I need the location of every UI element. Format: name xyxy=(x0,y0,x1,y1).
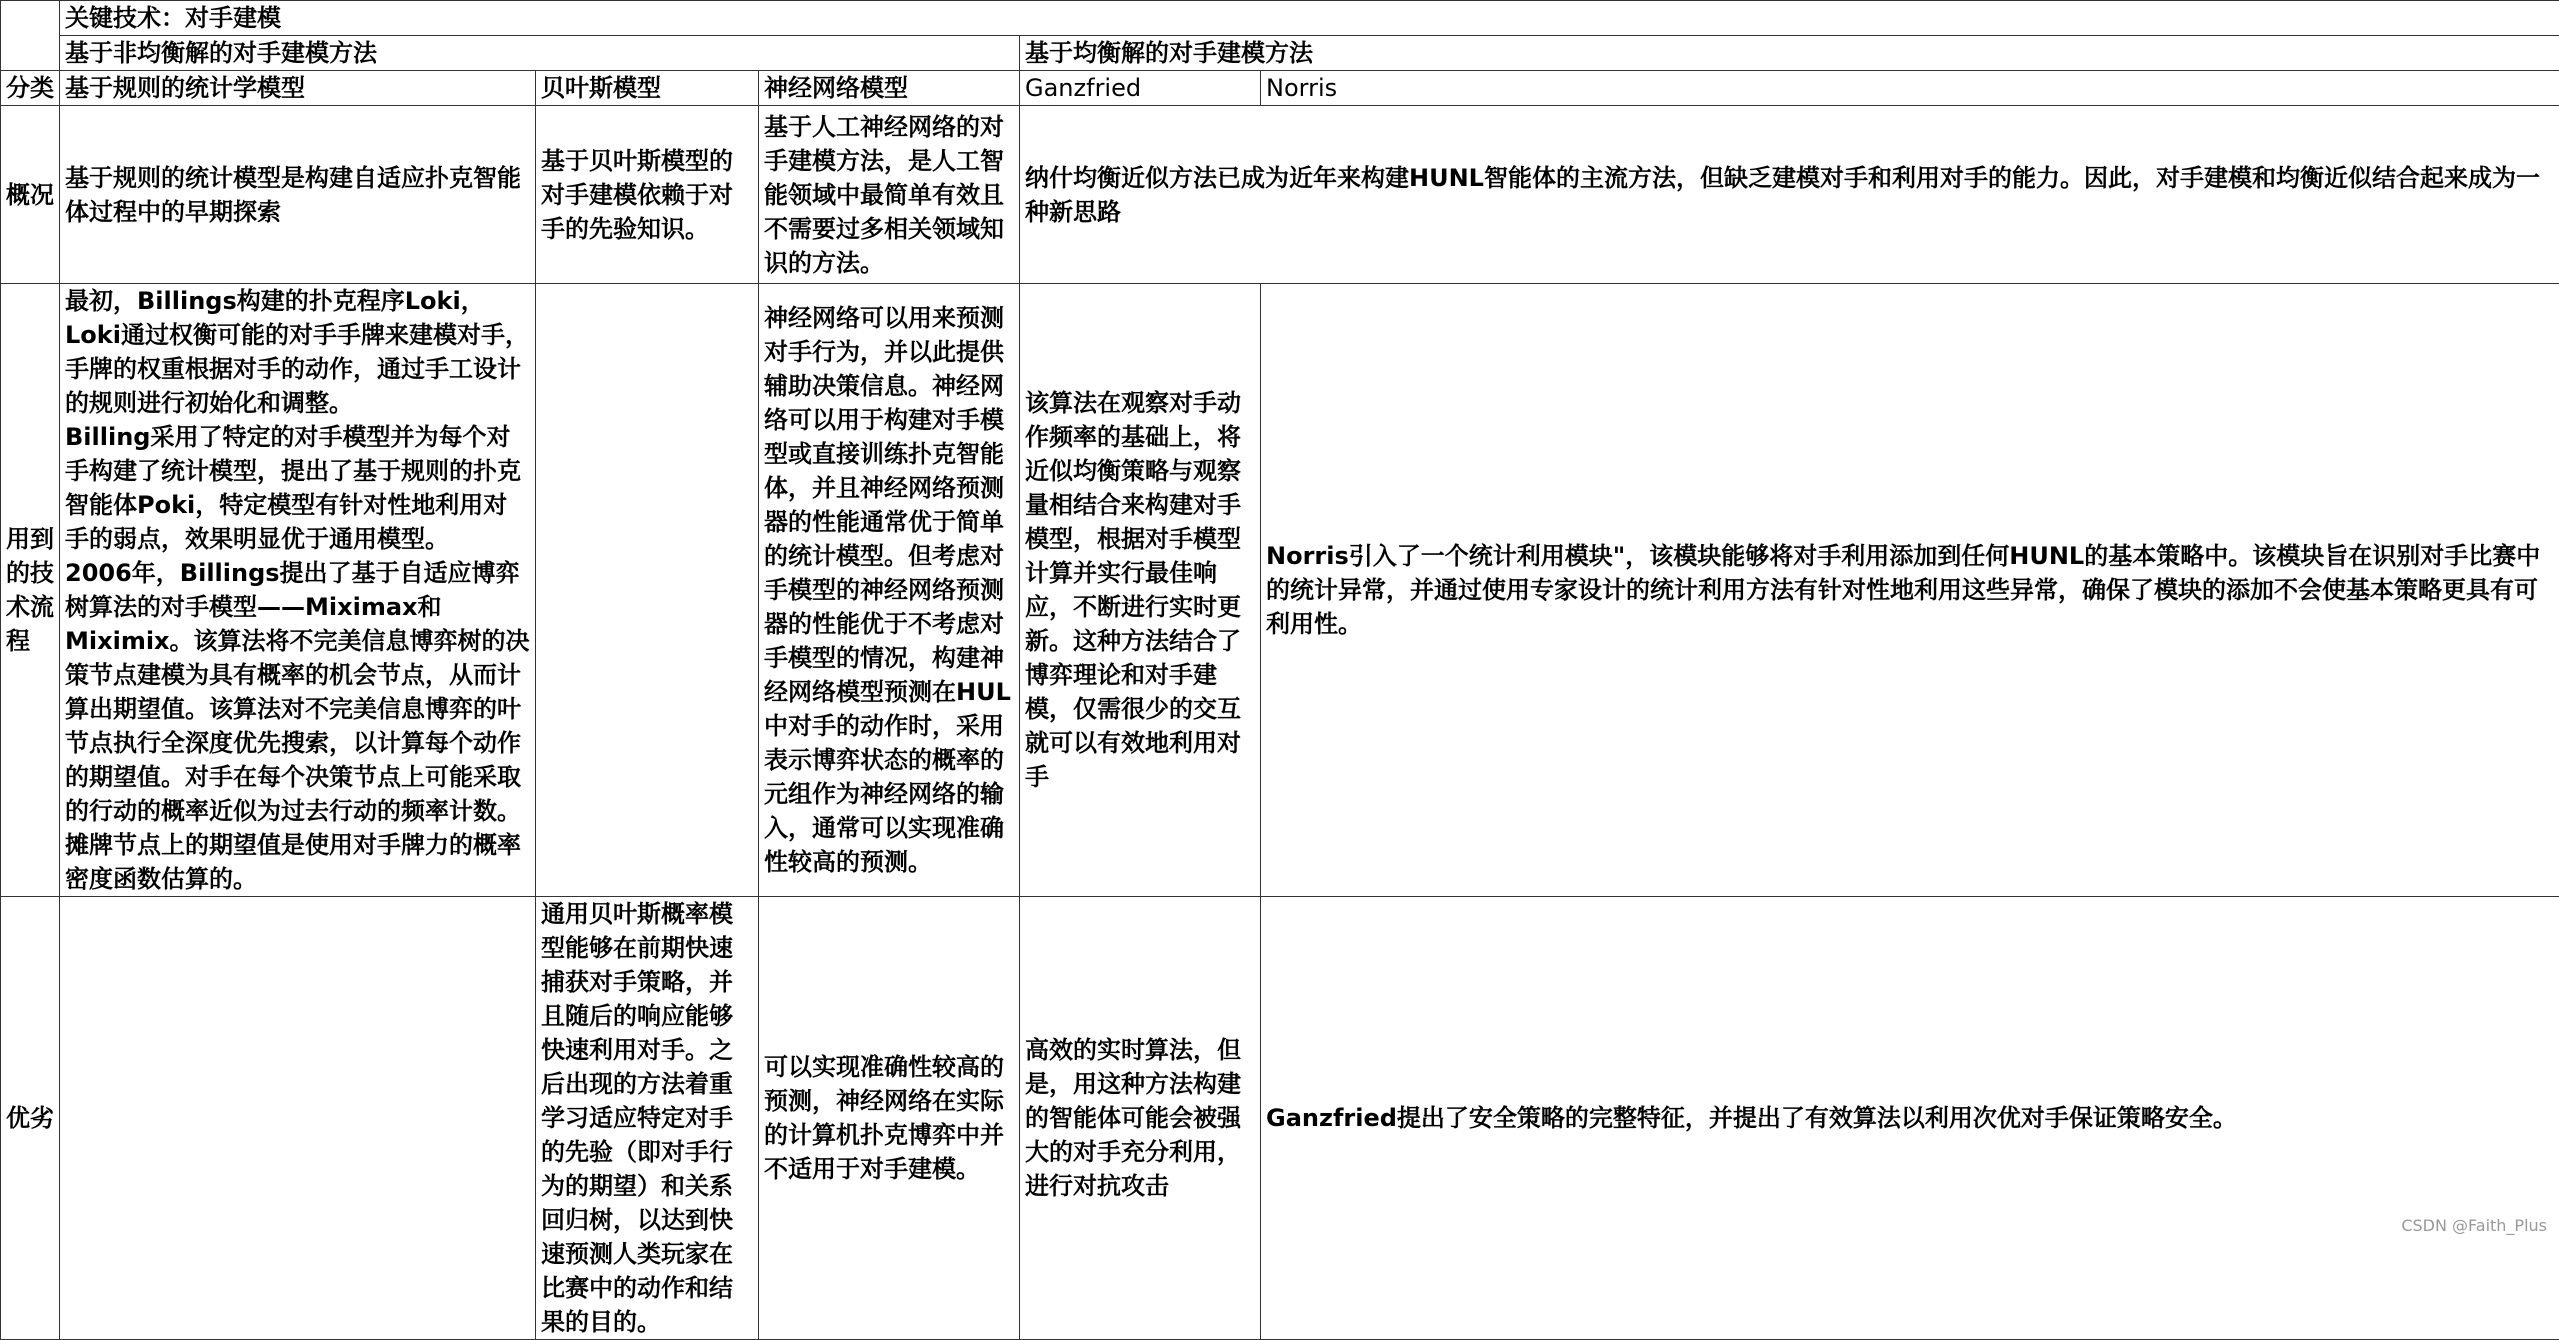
process-norris-cell: Norris引入了一个统计利用模块"，该模块能够将对手利用添加到任何HUNL的基本策略中。该模块旨在识别对手比赛中的统计异常，并通过使用专家设计的统计利用方法有针对性地利用这些异常，确保了模块的添加不会使基本策略更具有可利用性。 xyxy=(1261,284,2559,897)
group-equilibrium: 基于均衡解的对手建模方法 xyxy=(1020,36,2559,71)
title-row xyxy=(1,1,2559,36)
row-label-pros-cons: 优劣 xyxy=(1,897,60,1340)
column-header-category: 分类 xyxy=(1,71,60,106)
pros-cons-norris-cell: Ganzfried提出了安全策略的完整特征，并提出了有效算法以利用次优对手保证策略安全。 xyxy=(1261,897,2559,1340)
group-non-equilibrium: 基于非均衡解的对手建模方法 xyxy=(60,36,1020,71)
pros-cons-bayes-cell: 通用贝叶斯概率模型能够在前期快速捕获对手策略，并且随后的响应能够快速利用对手。之后出现的方法着重学习适应特定对手的先验（即对手行为的期望）和关系回归树，以达到快速预测人类玩家在比赛中的动作和结果的目的。 xyxy=(536,897,759,1340)
overview-bayes-cell: 基于贝叶斯模型的对手建模依赖于对手的先验知识。 xyxy=(536,106,759,284)
table-row-pros-cons xyxy=(1,897,2559,1340)
column-header-norris: Norris xyxy=(1261,71,2559,106)
pros-cons-ganzfried-cell: 高效的实时算法，但是，用这种方法构建的智能体可能会被强大的对手充分利用，进行对抗攻击 xyxy=(1020,897,1261,1340)
table-row-overview xyxy=(1,106,2559,284)
column-header-bayes: 贝叶斯模型 xyxy=(536,71,759,106)
overview-neural-cell: 基于人工神经网络的对手建模方法，是人工智能领域中最简单有效且不需要过多相关领域知识的方法。 xyxy=(759,106,1020,284)
row-label-process: 用到的技术流程 xyxy=(1,284,60,897)
corner-cell xyxy=(1,1,60,71)
overview-equilibrium-cell: 纳什均衡近似方法已成为近年来构建HUNL智能体的主流方法，但缺乏建模对手和利用对手的能力。因此，对手建模和均衡近似结合起来成为一种新思路 xyxy=(1020,106,2559,284)
pros-cons-rule-stat-cell xyxy=(60,897,536,1340)
column-header-ganzfried: Ganzfried xyxy=(1020,71,1261,106)
column-header-rule-stat: 基于规则的统计学模型 xyxy=(60,71,536,106)
watermark: CSDN @Faith_Plus xyxy=(2401,1216,2547,1235)
group-header-row xyxy=(1,36,2559,71)
table-title: 关键技术：对手建模 xyxy=(60,1,2559,36)
overview-rule-stat-cell: 基于规则的统计模型是构建自适应扑克智能体过程中的早期探索 xyxy=(60,106,536,284)
row-label-overview: 概况 xyxy=(1,106,60,284)
process-bayes-cell xyxy=(536,284,759,897)
process-ganzfried-cell: 该算法在观察对手动作频率的基础上，将近似均衡策略与观察量相结合来构建对手模型，根据对手模型计算并实行最佳响应，不断进行实时更新。这种方法结合了博弈理论和对手建模，仅需很少的交互就可以有效地利用对手 xyxy=(1020,284,1261,897)
process-neural-cell: 神经网络可以用来预测对手行为，并以此提供辅助决策信息。神经网络可以用于构建对手模型或直接训练扑克智能体，并且神经网络预测器的性能通常优于简单的统计模型。但考虑对手模型的神经网络预测器的性能优于不考虑对手模型的情况，构建神经网络模型预测在HUL中对手的动作时，采用表示博弈状态的概率的元组作为神经网络的输入，通常可以实现准确性较高的预测。 xyxy=(759,284,1020,897)
table-row-process xyxy=(1,284,2559,897)
pros-cons-neural-cell: 可以实现准确性较高的预测，神经网络在实际的计算机扑克博弈中并不适用于对手建模。 xyxy=(759,897,1020,1340)
process-rule-stat-cell: 最初，Billings构建的扑克程序Loki，Loki通过权衡可能的对手手牌来建模对手，手牌的权重根据对手的动作，通过手工设计的规则进行初始化和调整。 Billing采用了特定的对手模型并为每个对手构建了统计模型，提出了基于规则的扑克智能体Poki，特定模型有针对性地利用对手的弱点，效果明显优于通用模型。 2006年，Billings提出了基于自适应博弈树算法的对手模型——Miximax和Miximix。该算法将不完美信息博弈树的决策节点建模为具有概率的机会节点，从而计算出期望值。该算法对不完美信息博弈的叶节点执行全深度优先搜索，以计算每个动作的期望值。对手在每个决策节点上可能采取的行动的概率近似为过去行动的频率计数。摊牌节点上的期望值是使用对手牌力的概率密度函数估算的。 xyxy=(60,284,536,897)
column-header-row xyxy=(1,71,2559,106)
column-header-neural: 神经网络模型 xyxy=(759,71,1020,106)
